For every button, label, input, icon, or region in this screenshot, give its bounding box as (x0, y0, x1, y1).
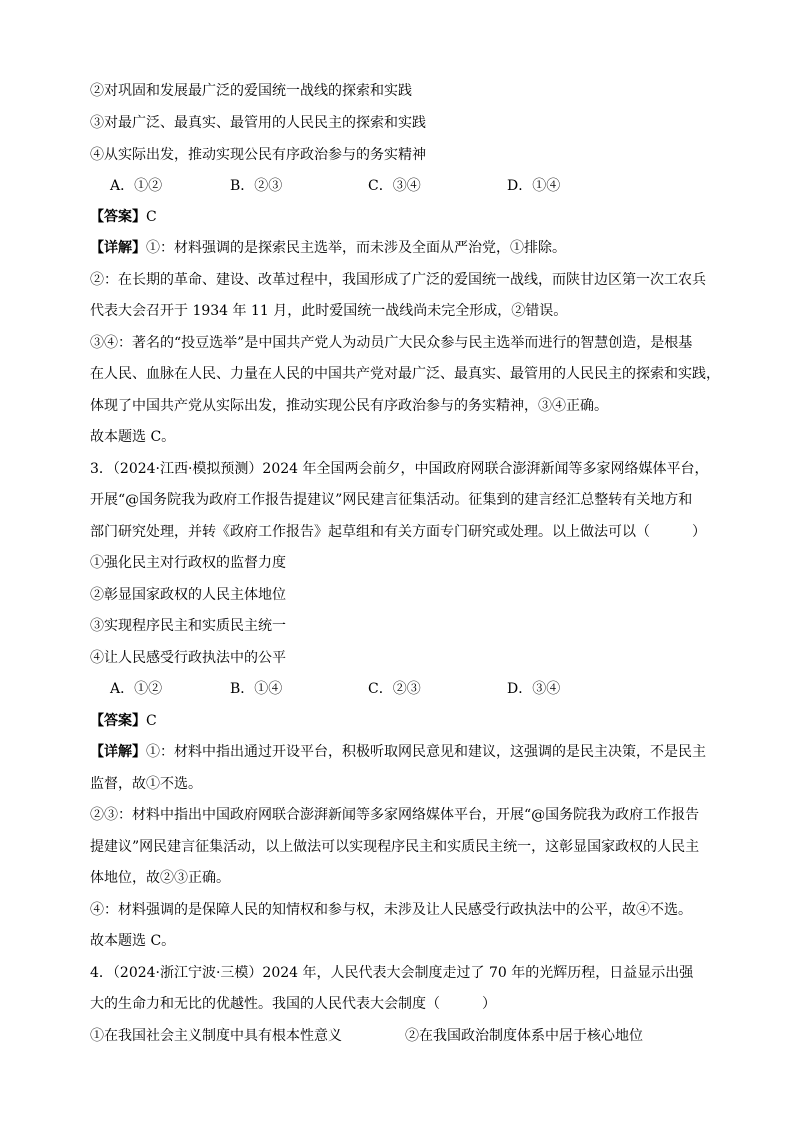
q4-stem-1: 4．（2024·浙江宁波·三模）2024 年，人民代表大会制度走过了 70 年的光辉历程，日益显示出强 (90, 965, 694, 981)
q3-option-a: A．①② (110, 681, 163, 697)
q2-answer: 【答案】C (90, 209, 157, 225)
q3-option-d: D．③④ (507, 681, 561, 697)
q3-stem-1: 3．（2024·江西·模拟预测）2024 年全国两会前夕，中国政府网联合澎湃新闻等多家网络媒体平台， (90, 461, 709, 477)
q3-stem-3: 部门研究处理，并转《政府工作报告》起草组和有关方面专门研究或处理。以上做法可以（ ） (90, 524, 706, 540)
q3-option-c: C．②③ (368, 681, 421, 697)
q2-explain-2: ②：在长期的革命、建设、改革过程中，我国形成了广泛的爱国统一战线，而陕甘边区第一次工农兵 (90, 272, 706, 288)
q3-explain-5: 体地位，故②③正确。 (90, 870, 230, 886)
q3-option-b: B．①④ (230, 681, 283, 697)
q3-answer: 【答案】C (90, 713, 157, 729)
q2-option-d: D．①④ (507, 178, 561, 194)
explain-label: 【详解】 (90, 240, 146, 256)
q3-explain-1: 【详解】①：材料中指出通过开设平台，积极听取网民意见和建议，这强调的是民主决策，不是民主 (90, 744, 706, 760)
q4-stmt-2: ②在我国政治制度体系中居于核心地位 (405, 1028, 643, 1044)
q2-explain-5: 在人民、血脉在人民、力量在人民的中国共产党对最广泛、最真实、最管用的人民民主的探索和实践， (90, 366, 720, 382)
q3-stmt-3: ③实现程序民主和实质民主统一 (90, 618, 286, 634)
answer-label: 【答案】 (90, 209, 146, 225)
q2-stmt-4: ④从实际出发，推动实现公民有序政治参与的务实精神 (90, 147, 426, 163)
explain-label: 【详解】 (90, 744, 146, 760)
q3-conclusion: 故本题选 C。 (90, 933, 176, 949)
q2-option-c: C．③④ (368, 178, 421, 194)
q3-stmt-2: ②彰显国家政权的人民主体地位 (90, 587, 286, 603)
q2-option-b: B．②③ (230, 178, 283, 194)
q3-explain-3: ②③：材料中指出中国政府网联合澎湃新闻等多家网络媒体平台，开展“@国务院我为政府工作报告 (90, 807, 700, 823)
q3-stem-2: 开展“@国务院我为政府工作报告提建议”网民建言征集活动。征集到的建言经汇总整转有关地方和 (90, 492, 693, 508)
q3-explain-6: ④：材料强调的是保障人民的知情权和参与权，未涉及让人民感受行政执法中的公平，故④不选。 (90, 902, 692, 918)
q3-explain-2: 监督，故①不选。 (90, 776, 202, 792)
q2-option-a: A．①② (110, 178, 163, 194)
q4-stem-2: 大的生命力和无比的优越性。我国的人民代表大会制度（ ） (90, 996, 496, 1012)
q2-explain-3: 代表大会召开于 1934 年 11 月，此时爱国统一战线尚未完全形成，②错误。 (90, 303, 568, 319)
q2-stmt-2: ②对巩固和发展最广泛的爱国统一战线的探索和实践 (90, 83, 412, 99)
q2-explain-4: ③④：著名的“投豆选举”是中国共产党人为动员广大民众参与民主选举而进行的智慧创造，是根基 (90, 335, 693, 351)
q2-stmt-3: ③对最广泛、最真实、最管用的人民民主的探索和实践 (90, 115, 426, 131)
q2-explain-1: 【详解】①：材料强调的是探索民主选举，而未涉及全面从严治党，①排除。 (90, 240, 566, 256)
answer-label: 【答案】 (90, 713, 146, 729)
q3-explain-4: 提建议”网民建言征集活动，以上做法可以实现程序民主和实质民主统一，这彰显国家政权的人民主 (90, 839, 700, 855)
q2-conclusion: 故本题选 C。 (90, 429, 176, 445)
q4-stmt-1: ①在我国社会主义制度中具有根本性意义 (90, 1028, 342, 1044)
q3-stmt-1: ①强化民主对行政权的监督力度 (90, 555, 286, 571)
q3-stmt-4: ④让人民感受行政执法中的公平 (90, 650, 286, 666)
q2-explain-6: 体现了中国共产党从实际出发，推动实现公民有序政治参与的务实精神，③④正确。 (90, 398, 608, 414)
